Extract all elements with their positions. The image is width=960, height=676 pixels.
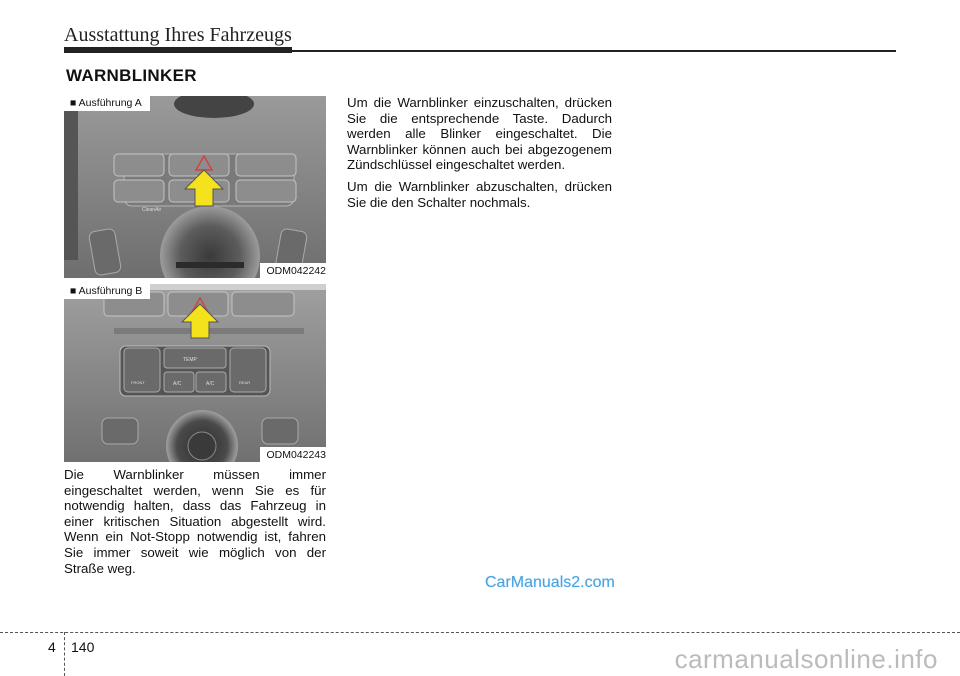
page-number: 140 <box>71 639 95 655</box>
rear-label: REAR <box>239 380 251 385</box>
watermark-link[interactable]: CarManuals2.com <box>485 574 615 591</box>
right-paragraph-1: Um die Warnblinker einzuschalten, drücken Sie die entsprechende Taste. Dadurch werden alle Blinker eingeschaltet. Die Warnblinker können auch bei abgezogenem Zündschlüssel eingeschaltet werden. <box>347 95 612 173</box>
figure-a-variant-label: ■ Ausführung A <box>64 96 150 111</box>
right-column <box>347 95 612 216</box>
temp-label: TEMP <box>183 357 197 363</box>
right-paragraph-2: Um die Warnblinker abzuschalten, drücken Sie die den Schalter nochmals. <box>347 178 612 210</box>
header-rule <box>64 50 896 52</box>
figure-a-illustration <box>64 96 326 278</box>
figure-b-variant-label: ■ Ausführung B <box>64 284 150 299</box>
figure-a-photo <box>64 96 326 278</box>
section-title: WARNBLINKER <box>66 66 197 85</box>
running-header: Ausstattung Ihres Fahrzeugs <box>64 24 292 46</box>
figure-b-illustration <box>64 284 326 462</box>
figure-b-photo <box>64 284 326 462</box>
footer-divider <box>64 632 65 676</box>
clean-air-label: CleanAir <box>142 207 162 213</box>
left-column <box>64 467 326 582</box>
front-label: FRONT <box>131 380 145 385</box>
ac-right-label: A/C <box>206 381 215 387</box>
left-paragraph: Die Warnblinker müssen immer eingeschaltet werden, wenn Sie es für notwendig halten, dass das Fahrzeug in einer kritischen Situation abgestellt wird. Wenn ein Not-Stopp notwendig ist, fahren Sie immer soweit wie möglich von der Straße weg. <box>64 467 326 576</box>
site-watermark[interactable]: carmanualsonline.info <box>674 644 938 674</box>
figure-b-code: ODM042243 <box>260 447 326 462</box>
figure-a-code: ODM042242 <box>260 263 326 278</box>
footer-rule <box>0 632 960 633</box>
ac-left-label: A/C <box>173 381 182 387</box>
chapter-number: 4 <box>48 639 56 655</box>
